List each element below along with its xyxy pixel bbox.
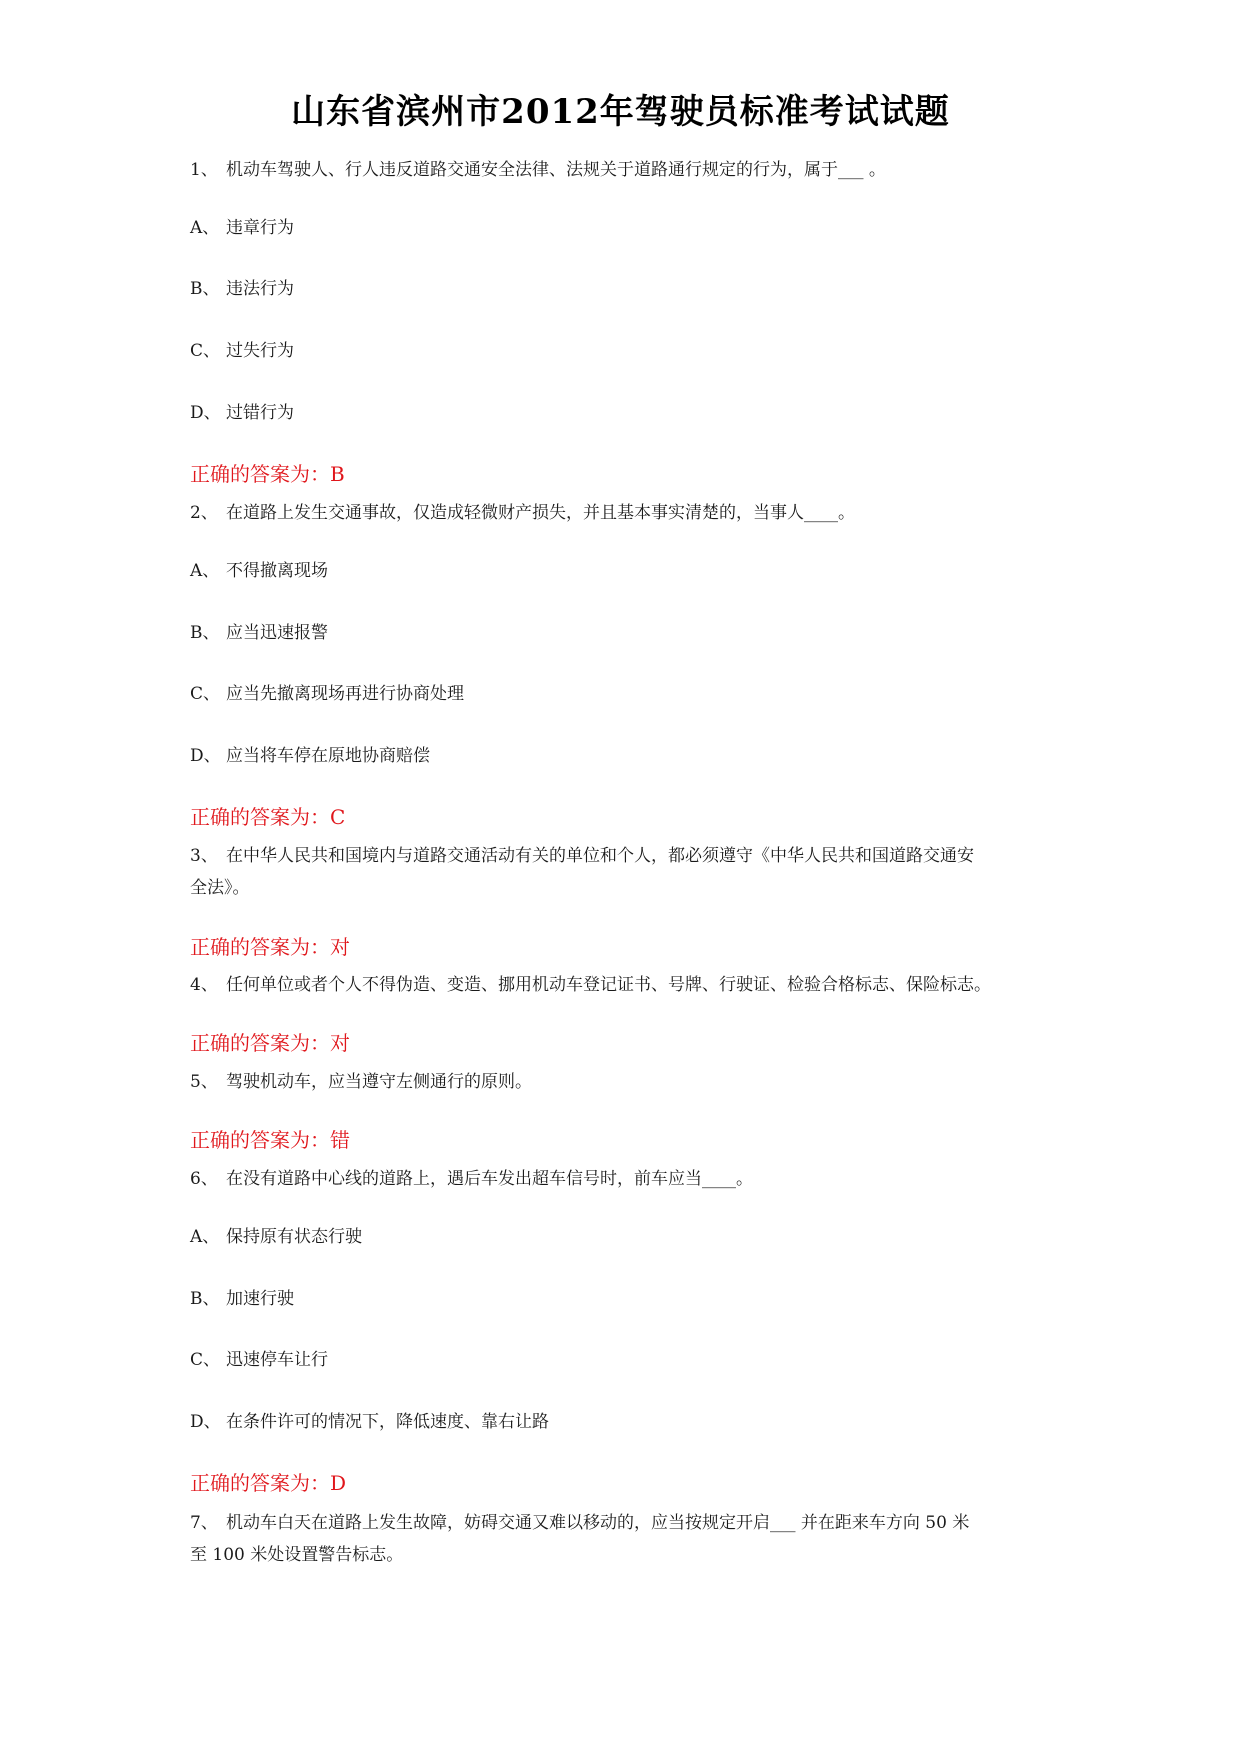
option-letter: C、 [190, 341, 221, 361]
question-number: 1、 [190, 160, 218, 180]
answer-3: 正确的答案为：对 [190, 935, 350, 959]
option-text: 过失行为 [226, 341, 294, 361]
option-text: 应当将车停在原地协商赔偿 [226, 746, 430, 766]
option-d [190, 740, 1070, 772]
option-letter: C、 [190, 684, 221, 704]
question-text: 在道路上发生交通事故，仅造成轻微财产损失，并且基本事实清楚的，当事人____。 [226, 503, 855, 523]
answer-6: 正确的答案为：D [190, 1471, 347, 1495]
option-b [190, 273, 1070, 305]
option-c [190, 1344, 1070, 1376]
question-3 [190, 840, 1070, 872]
question-6 [190, 1163, 1070, 1195]
option-letter: D、 [190, 1412, 221, 1432]
question-text-line-1: 机动车白天在道路上发生故障，妨碍交通又难以移动的，应当按规定开启___ 并在距来车方向 50 米 [226, 1513, 970, 1533]
option-b [190, 617, 1070, 649]
option-text: 过错行为 [226, 403, 294, 423]
option-c [190, 678, 1070, 710]
option-a [190, 555, 1070, 587]
question-5 [190, 1066, 1070, 1098]
option-c [190, 335, 1070, 367]
option-text: 在条件许可的情况下，降低速度、靠右让路 [226, 1412, 549, 1432]
question-text: 机动车驾驶人、行人违反道路交通安全法律、法规关于道路通行规定的行为，属于___ 。 [226, 160, 886, 180]
option-letter: A、 [190, 218, 220, 238]
question-number: 4、 [190, 975, 218, 995]
option-letter: B、 [190, 1289, 220, 1309]
option-text: 违法行为 [226, 279, 294, 299]
question-text: 任何单位或者个人不得伪造、变造、挪用机动车登记证书、号牌、行驶证、检验合格标志、保险标志。 [226, 975, 991, 995]
option-a [190, 1221, 1070, 1253]
question-3-continued [190, 872, 1070, 904]
question-1 [190, 154, 1070, 186]
option-letter: D、 [190, 403, 221, 423]
question-text-line-1: 在中华人民共和国境内与道路交通活动有关的单位和个人，都必须遵守《中华人民共和国道路交通安 [226, 846, 974, 866]
option-text: 加速行驶 [226, 1289, 294, 1309]
question-number: 7、 [190, 1513, 218, 1533]
option-text: 应当迅速报警 [226, 623, 328, 643]
question-2 [190, 497, 1070, 529]
option-d [190, 1406, 1070, 1438]
page-title: 山东省滨州市2012年驾驶员标准考试试题 [291, 92, 950, 132]
question-text-line-2: 至 100 米处设置警告标志。 [190, 1545, 404, 1565]
question-number: 5、 [190, 1072, 218, 1092]
question-4 [190, 969, 1070, 1001]
option-letter: B、 [190, 623, 220, 643]
option-text: 不得撤离现场 [226, 561, 328, 581]
question-number: 3、 [190, 846, 218, 866]
answer-5: 正确的答案为：错 [190, 1128, 350, 1152]
option-a [190, 212, 1070, 244]
answer-4: 正确的答案为：对 [190, 1031, 350, 1055]
option-text: 应当先撤离现场再进行协商处理 [226, 684, 464, 704]
question-number: 6、 [190, 1169, 218, 1189]
option-letter: A、 [190, 1227, 220, 1247]
option-letter: D、 [190, 746, 221, 766]
option-d [190, 397, 1070, 429]
question-text-line-2: 全法》。 [190, 878, 250, 898]
option-letter: C、 [190, 1350, 221, 1370]
option-b [190, 1283, 1070, 1315]
question-text: 驾驶机动车，应当遵守左侧通行的原则。 [226, 1072, 532, 1092]
option-text: 保持原有状态行驶 [226, 1227, 362, 1247]
question-7-continued [190, 1539, 1070, 1571]
question-number: 2、 [190, 503, 218, 523]
option-text: 违章行为 [226, 218, 294, 238]
question-7 [190, 1507, 1070, 1539]
option-letter: A、 [190, 561, 220, 581]
answer-1: 正确的答案为：B [190, 462, 345, 486]
option-text: 迅速停车让行 [226, 1350, 328, 1370]
question-text: 在没有道路中心线的道路上，遇后车发出超车信号时，前车应当____。 [226, 1169, 753, 1189]
answer-2: 正确的答案为：C [190, 805, 346, 829]
option-letter: B、 [190, 279, 220, 299]
